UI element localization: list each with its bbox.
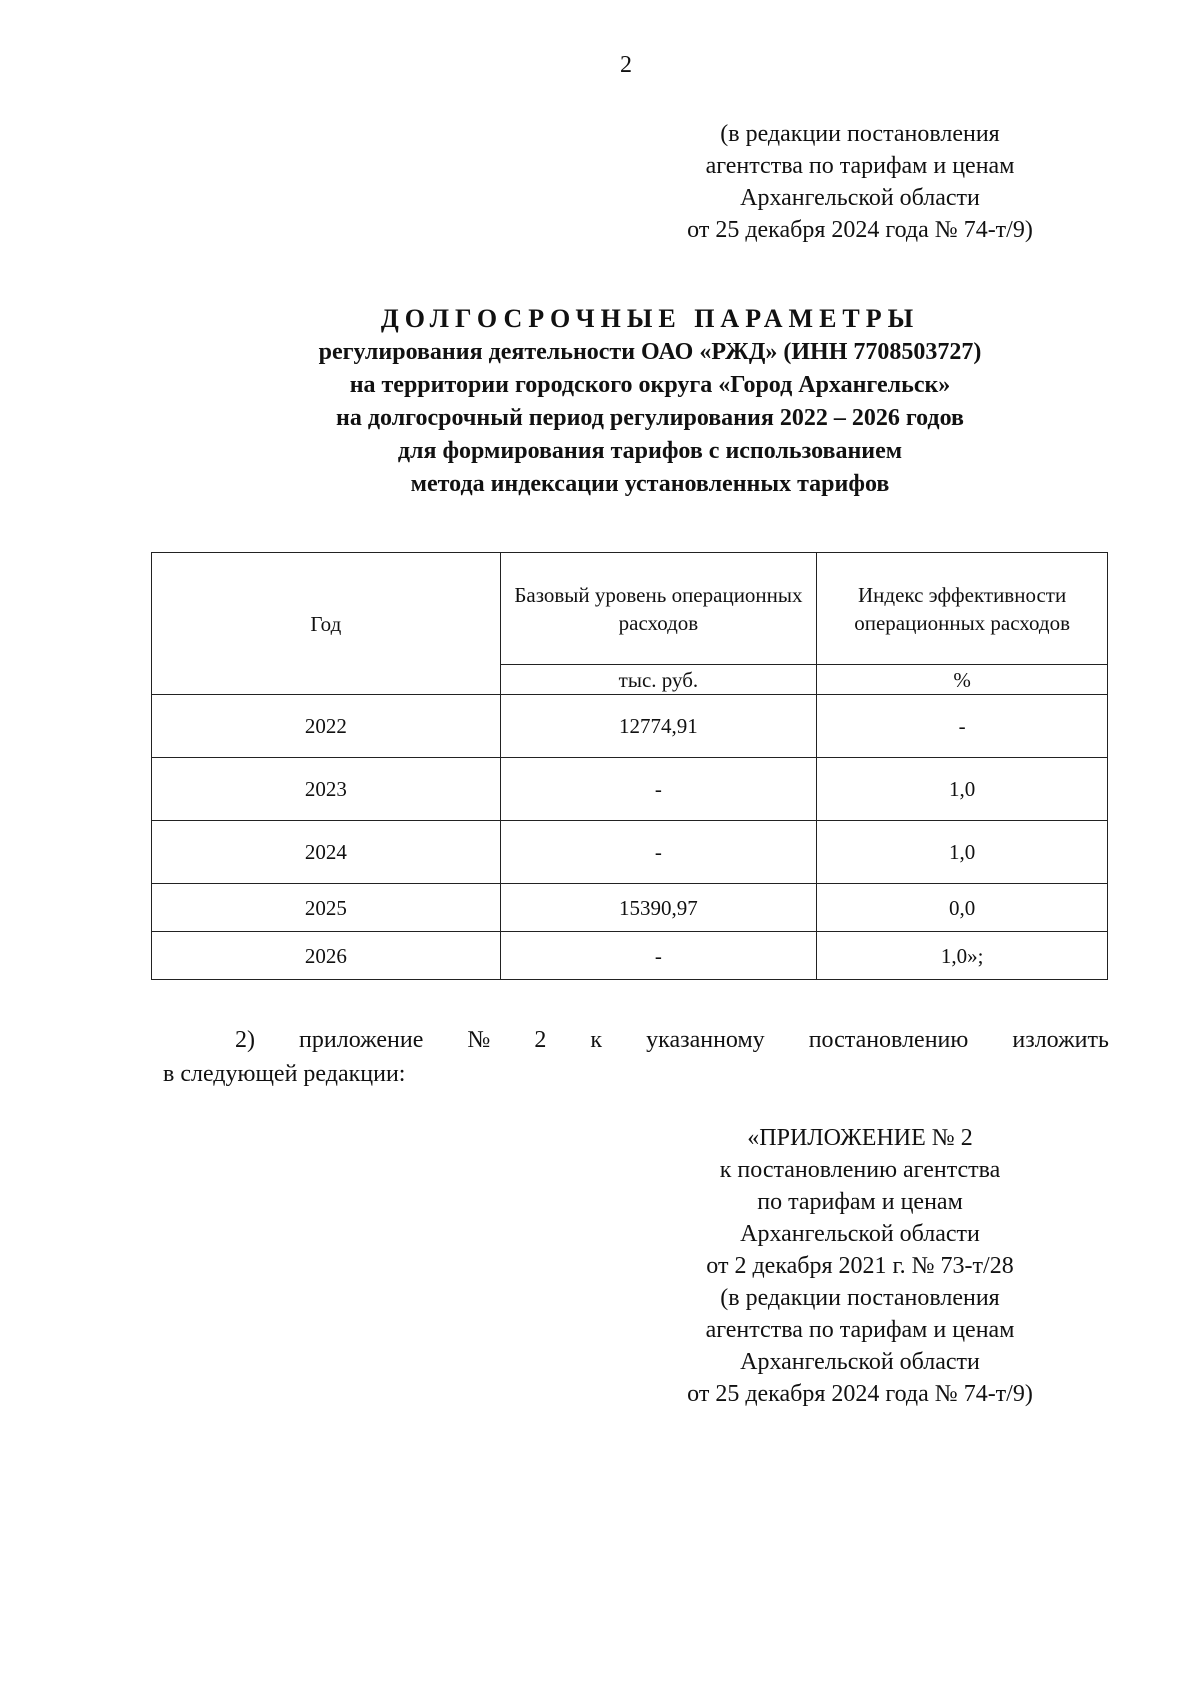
appendix-line: Архангельской области (740, 1349, 980, 1375)
appendix-line: агентства по тарифам и ценам (705, 1317, 1015, 1343)
cell-efficiency-index: - (817, 695, 1108, 758)
page-number: 2 (620, 52, 632, 78)
unit-efficiency-index: % (817, 665, 1108, 695)
table-row (152, 884, 1108, 932)
header-base-level: Базовый уровень операционных расходов (500, 553, 817, 665)
table-row (152, 758, 1108, 821)
title-main: ДОЛГОСРОЧНЫЕ ПАРАМЕТРЫ (380, 304, 920, 333)
point-word: приложение (299, 1027, 424, 1053)
point-word: № (467, 1027, 491, 1053)
cell-base-level: - (500, 932, 817, 980)
cell-year: 2025 (152, 884, 501, 932)
cell-year: 2026 (152, 932, 501, 980)
appendix-line: к постановлению агентства (719, 1157, 1001, 1183)
cell-efficiency-index: 1,0 (817, 821, 1108, 884)
appendix-line: от 25 декабря 2024 года № 74-т/9) (687, 1381, 1033, 1407)
point-word: указанному (646, 1027, 765, 1053)
cell-year: 2023 (152, 758, 501, 821)
appendix-line: от 2 декабря 2021 г. № 73-т/28 (706, 1253, 1014, 1279)
appendix-line: «ПРИЛОЖЕНИЕ № 2 (747, 1125, 973, 1151)
document-title (150, 302, 1150, 501)
table-row (152, 821, 1108, 884)
point-word: 2) (235, 1027, 255, 1053)
top-note-line: от 25 декабря 2024 года № 74-т/9) (687, 217, 1033, 243)
cell-efficiency-index: 1,0 (817, 758, 1108, 821)
top-edition-note (640, 118, 1080, 246)
title-line: на долгосрочный период регулирования 2022 – 2026 годов (336, 405, 964, 431)
title-line: регулирования деятельности ОАО «РЖД» (ИНН 7708503727) (318, 339, 982, 365)
point-word: к (590, 1027, 603, 1053)
parameters-table (151, 552, 1108, 980)
point-word: постановлению (808, 1027, 969, 1053)
cell-base-level: - (500, 758, 817, 821)
top-note-line: агентства по тарифам и ценам (705, 153, 1015, 179)
point-word: 2 (534, 1027, 547, 1053)
table-row (152, 932, 1108, 980)
point-continuation: в следующей редакции: (163, 1061, 406, 1087)
title-line: метода индексации установленных тарифов (410, 471, 890, 497)
top-note-line: (в редакции постановления (720, 121, 1000, 147)
cell-efficiency-index: 0,0 (817, 884, 1108, 932)
appendix-line: по тарифам и ценам (757, 1189, 963, 1215)
header-efficiency-index: Индекс эффективности операционных расходов (817, 553, 1108, 665)
header-year: Год (152, 553, 501, 695)
point-first-line (163, 1023, 1109, 1057)
cell-efficiency-index: 1,0»; (817, 932, 1108, 980)
cell-base-level: - (500, 821, 817, 884)
table-row (152, 695, 1108, 758)
cell-year: 2024 (152, 821, 501, 884)
amendment-point (163, 1023, 1109, 1091)
table-header-row (152, 553, 1108, 665)
appendix-header (640, 1122, 1080, 1410)
cell-year: 2022 (152, 695, 501, 758)
title-line: для формирования тарифов с использованием (397, 438, 903, 464)
appendix-line: (в редакции постановления (720, 1285, 1000, 1311)
title-line: на территории городского округа «Город Архангельск» (349, 372, 951, 398)
cell-base-level: 15390,97 (500, 884, 817, 932)
unit-base-level: тыс. руб. (500, 665, 817, 695)
top-note-line: Архангельской области (740, 185, 980, 211)
point-word: изложить (1012, 1027, 1109, 1053)
cell-base-level: 12774,91 (500, 695, 817, 758)
appendix-line: Архангельской области (740, 1221, 980, 1247)
